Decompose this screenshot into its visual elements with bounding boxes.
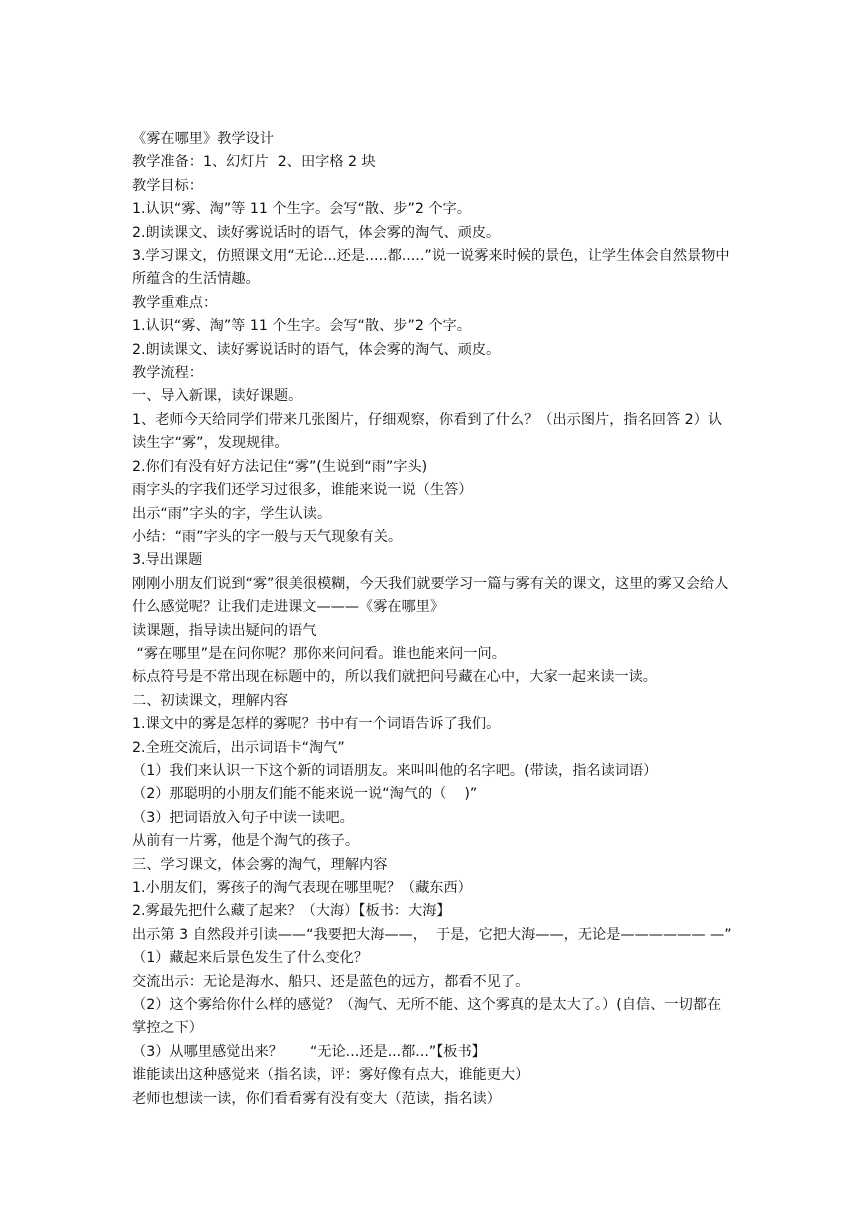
paragraph: 2.雾最先把什么藏了起来？（大海）【板书：大海】 [132, 903, 451, 920]
section-heading-key-points: 教学重难点： [132, 294, 218, 311]
paragraph: （1）我们来认识一下这个新的词语朋友。来叫叫他的名字吧。(带读，指名读词语） [132, 762, 658, 779]
paragraph: 标点符号是不常出现在标题中的，所以我们就把问号藏在心中，大家一起来读一读。 [132, 669, 657, 686]
paragraph: “雾在哪里”是在问你呢？那你来问问看。谁也能来问一问。 [132, 645, 506, 662]
paragraph: （3）从哪里感觉出来？ “无论...还是...都...”【板书】 [132, 1043, 486, 1060]
paragraph: 1.小朋友们，雾孩子的淘气表现在哪里呢？（藏东西） [132, 880, 472, 896]
paragraph: 交流出示：无论是海水、船只、还是蓝色的远方，都看不见了。 [132, 973, 530, 990]
doc-title: 《雾在哪里》教学设计 [132, 131, 274, 147]
paragraph: 3.导出课题 [132, 552, 203, 569]
paragraph: 1.课文中的雾是怎样的雾呢？书中有一个词语告诉了我们。 [132, 716, 501, 733]
teaching-preparation: 教学准备：1、幻灯片 2、田字格 2 块 [132, 154, 376, 171]
paragraph: 2.你们有没有好方法记住“雾”(生说到“雨”字头) [132, 458, 428, 475]
paragraph: 雨字头的字我们还学习过很多，谁能来说一说（生答） [132, 482, 473, 499]
paragraph: 1、老师今天给同学们带来几张图片，仔细观察，你看到了什么？（出示图片，指名回答 2）认读生字“雾”，发现规律。 [132, 411, 723, 452]
goal-item-2: 2.朗读课文、读好雾说话时的语气，体会雾的淘气、顽皮。 [132, 224, 501, 241]
paragraph: （1）藏起来后景色发生了什么变化？ [132, 950, 369, 967]
key-point-1: 1.认识“雾、淘”等 11 个生字。会写“散、步”2 个字。 [132, 318, 471, 335]
paragraph: 老师也想读一读，你们看看雾有没有变大（范读，指名读） [132, 1090, 501, 1107]
goal-item-3: 3.学习课文，仿照课文用“无论...还是.....都.....”说一说雾来时候的景色，让学生体会自然景物中所蕴含的生活情趣。 [132, 248, 730, 288]
section-heading-flow: 教学流程： [132, 365, 203, 382]
paragraph: （2）这个雾给你什么样的感觉？（淘气、无所不能、这个雾真的是太大了。）(自信、一切都在掌控之下） [132, 997, 722, 1037]
flow-part-1-heading: 一、导入新课，读好课题。 [132, 388, 303, 405]
flow-part-3-heading: 三、学习课文，体会雾的淘气，理解内容 [132, 856, 388, 873]
paragraph: 2.全班交流后，出示词语卡“淘气” [132, 739, 345, 756]
goal-item-1: 1.认识“雾、淘”等 11 个生字。会写“散、步”2 个字。 [132, 201, 471, 218]
paragraph: 谁能读出这种感觉来（指名读，评：雾好像有点大，谁能更大） [132, 1067, 530, 1084]
paragraph: （2）那聪明的小朋友们能不能来说一说“淘气的（ )” [132, 786, 478, 803]
paragraph: （3）把词语放入句子中读一读吧。 [132, 809, 354, 826]
paragraph: 小结：“雨”字头的字一般与天气现象有关。 [132, 528, 403, 545]
paragraph: 从前有一片雾，他是个淘气的孩子。 [132, 833, 360, 850]
paragraph: 读课题，指导读出疑问的语气 [132, 622, 317, 639]
paragraph: 刚刚小朋友们说到“雾”很美很模糊，今天我们就要学习一篇与雾有关的课文，这里的雾又会给人什么感觉呢？让我们走进课文———《雾在哪里》 [132, 575, 729, 616]
key-point-2: 2.朗读课文、读好雾说话时的语气，体会雾的淘气、顽皮。 [132, 341, 501, 358]
paragraph: 出示第 3 自然段并引读——“我要把大海——， 于是，它把大海——，无论是—————— —” [132, 926, 732, 943]
flow-part-2-heading: 二、初读课文，理解内容 [132, 692, 289, 709]
paragraph: 出示“雨”字头的字，学生认读。 [132, 505, 332, 522]
section-heading-goals: 教学目标： [132, 177, 203, 194]
